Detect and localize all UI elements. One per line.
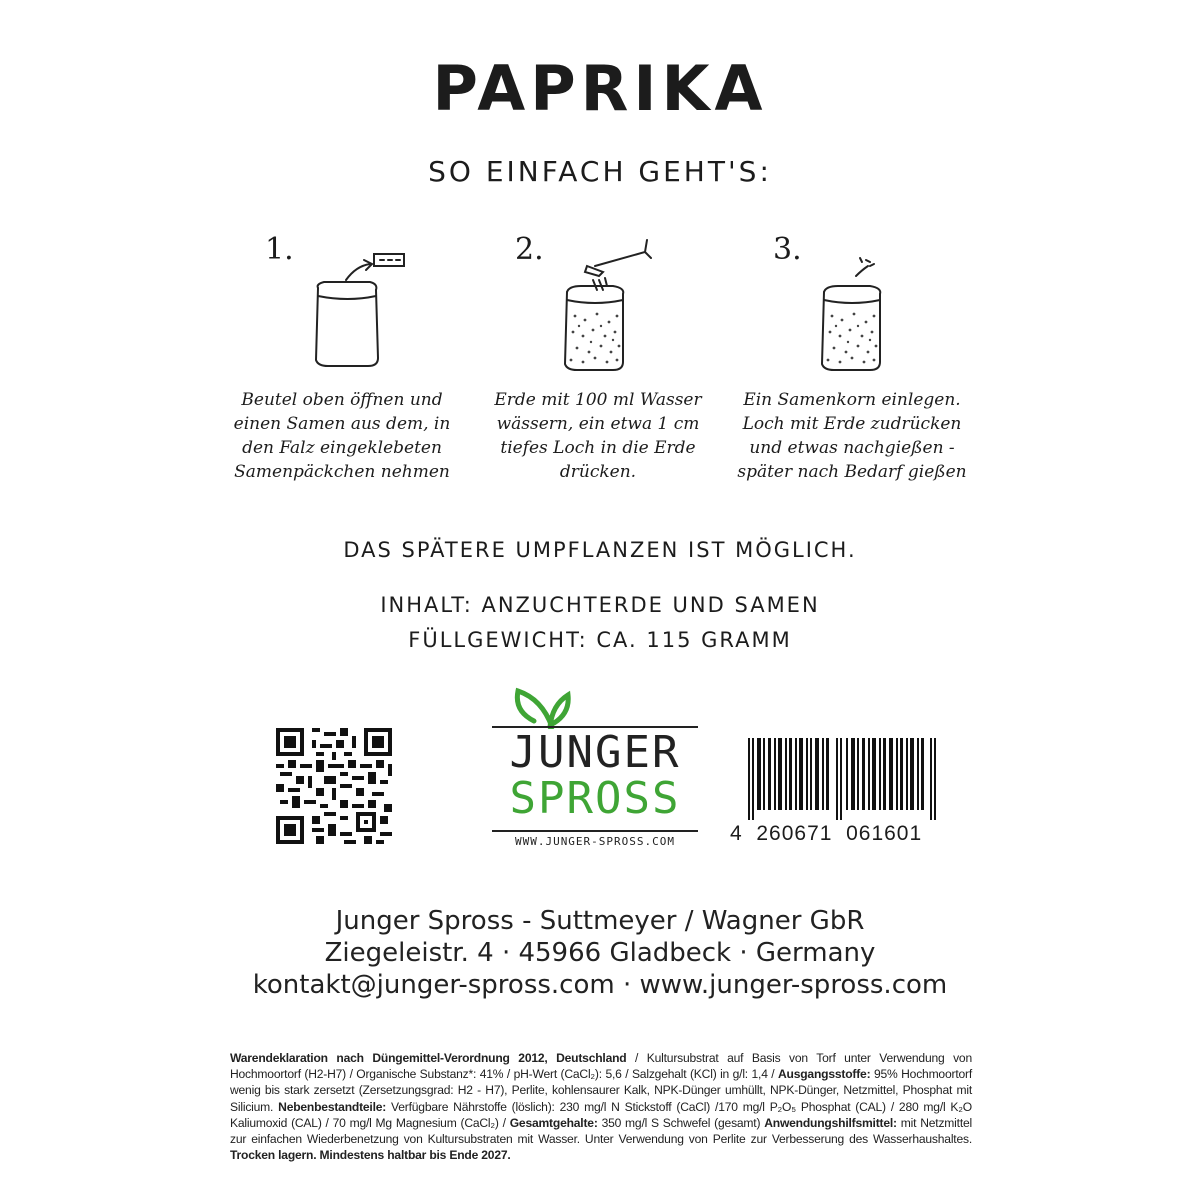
logo-word-junger: JUNGER bbox=[509, 727, 681, 778]
step-1-number: 1. bbox=[265, 232, 294, 267]
declaration-nutrients: Verfügbare Nährstoffe (löslich): 230 mg/l N Stickstoff (CaCl) /170 mg/l P₂O₅ Phosphat (CAL) / 280 mg/l K₂O Kaliumoxid (CAL) / 70 mg/l Mg Magnesium (CaCl₂) / bbox=[230, 1099, 972, 1130]
contents-line: INHALT: ANZUCHTERDE UND SAMEN bbox=[380, 593, 820, 617]
declaration-heading: Warendeklaration nach Düngemittel-Verordnung 2012, Deutschland bbox=[230, 1051, 627, 1065]
sprout-icon bbox=[490, 685, 700, 729]
declaration-storage: Trocken lagern. Mindestens haltbar bis Ende 2027. bbox=[230, 1148, 511, 1163]
declaration-secondary-label: Nebenbestandteile: bbox=[278, 1099, 387, 1114]
company-name: Junger Spross - Suttmeyer / Wagner GbR bbox=[335, 906, 865, 936]
weight-line: FÜLLGEWICHT: CA. 115 GRAMM bbox=[408, 628, 792, 652]
company-address: Ziegeleistr. 4 · 45966 Gladbeck · Germany bbox=[324, 938, 876, 968]
step-1-text: Beutel oben öffnen und einen Samen aus dem, in den Falz eingeklebeten Samenpäckchen nehmen bbox=[233, 390, 451, 482]
product-title: PAPRIKA bbox=[432, 52, 768, 125]
qr-code[interactable] bbox=[276, 728, 392, 844]
barcode bbox=[748, 738, 938, 820]
declaration-materials: 95% Hochmoortorf wenig bis stark zersetzt (Zersetzungsgrad: H2 - H7), Perlite, kohlensaurer Kalk, NPK-Dünger umhüllt, NPK-Dünger, Netzmittel, Phosphat mit Silicium. bbox=[230, 1067, 972, 1114]
step-3-number: 3. bbox=[773, 232, 802, 267]
barcode-digits: 4 260671 061601 bbox=[730, 822, 923, 845]
step-2-text: Erde mit 100 ml Wasser wässern, ein etwa 1 cm tiefes Loch in die Erde drücken. bbox=[494, 390, 702, 482]
declaration-totals-label: Gesamtgehalte: bbox=[509, 1115, 598, 1130]
logo-url[interactable]: WWW.JUNGER-SPROSS.COM bbox=[514, 835, 676, 848]
declaration-substrate: / Kultursubstrat auf Basis von Torf unter Verwendung von Hochmoortorf (H2-H7) / Organische Substanz*: 41% / pH-Wert (CaCl₂): 5,6 / Salzgehalt (KCl) in g/l: 1,4 / bbox=[230, 1051, 972, 1082]
transplant-note: DAS SPÄTERE UMPFLANZEN IST MÖGLICH. bbox=[343, 538, 857, 562]
junger-spross-logo bbox=[490, 685, 700, 855]
logo-divider bbox=[492, 830, 698, 832]
step-3-text: Ein Samenkorn einlegen. Loch mit Erde zudrücken und etwas nachgießen - später nach Bedarf gießen bbox=[737, 390, 967, 482]
logo-word-spross: SPROSS bbox=[509, 773, 681, 824]
declaration-materials-label: Ausgangsstoffe: bbox=[778, 1067, 871, 1082]
company-contact[interactable]: kontakt@junger-spross.com · www.junger-spross.com bbox=[252, 970, 948, 1000]
instructions-heading: SO EINFACH GEHT'S: bbox=[428, 155, 772, 188]
watering-can-illustration bbox=[555, 236, 665, 376]
declaration-aids: mit Netzmittel zur einfachen Wiederbenetzung von Kultursubstraten mit Wasser. Unter Verwendung von Perlite zur Verbesserung des Wasserhaushaltes. bbox=[230, 1115, 972, 1147]
fertilizer-declaration bbox=[230, 1050, 972, 1163]
step-2-number: 2. bbox=[515, 232, 544, 267]
seed-planting-illustration bbox=[812, 236, 922, 376]
declaration-totals: 350 mg/l S Schwefel (gesamt) bbox=[597, 1115, 765, 1130]
bag-open-illustration bbox=[300, 236, 420, 376]
declaration-aids-label: Anwendungshilfsmittel: bbox=[764, 1115, 897, 1130]
